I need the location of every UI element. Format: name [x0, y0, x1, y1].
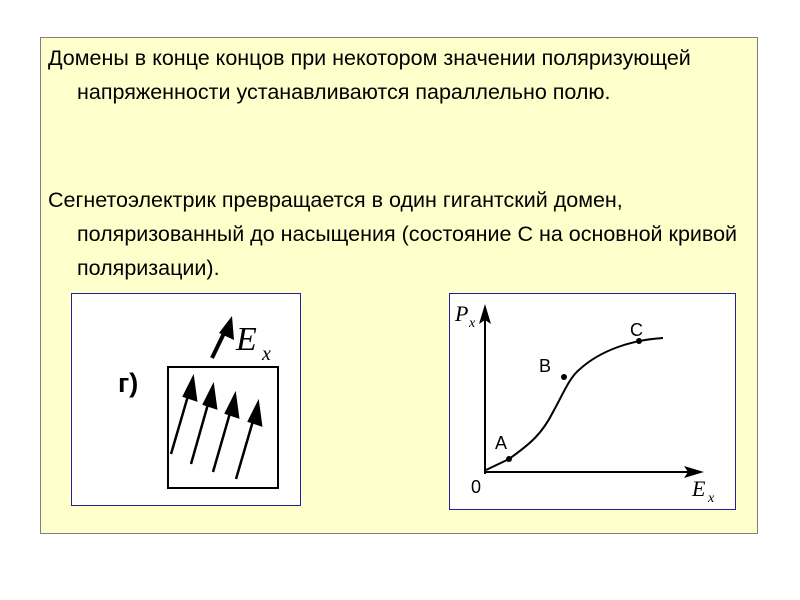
- point-a-marker: [506, 456, 512, 462]
- crystal-box: [168, 367, 278, 488]
- panel-label: г): [118, 368, 139, 398]
- origin-label: 0: [471, 477, 482, 497]
- y-axis-label: P: [455, 301, 469, 326]
- x-axis-label: E: [692, 476, 706, 501]
- polarization-figure: [449, 293, 736, 510]
- content-panel: [40, 37, 758, 534]
- point-c-label: C: [630, 320, 643, 340]
- domain-figure: [71, 293, 301, 506]
- field-label-subscript: x: [262, 343, 271, 365]
- paragraph-domains: Домены в конце концов при некотором значении поляризующей напряженности устанавливаются параллельно полю.: [48, 46, 691, 104]
- point-b-marker: [561, 374, 567, 380]
- point-a-label: A: [495, 433, 508, 453]
- field-label: E: [236, 321, 257, 358]
- x-axis-label-subscript: x: [708, 491, 715, 506]
- domain-diagram: [72, 294, 300, 505]
- polarization-curve: [486, 338, 663, 470]
- polarization-diagram: [450, 294, 735, 509]
- paragraph-giant-domain: Сегнетоэлектрик превращается в один гигантский домен, поляризованный до насыщения (состояние С на основной кривой поляризации).: [48, 188, 738, 280]
- y-axis-label-subscript: x: [469, 316, 476, 331]
- point-b-label: B: [539, 356, 552, 376]
